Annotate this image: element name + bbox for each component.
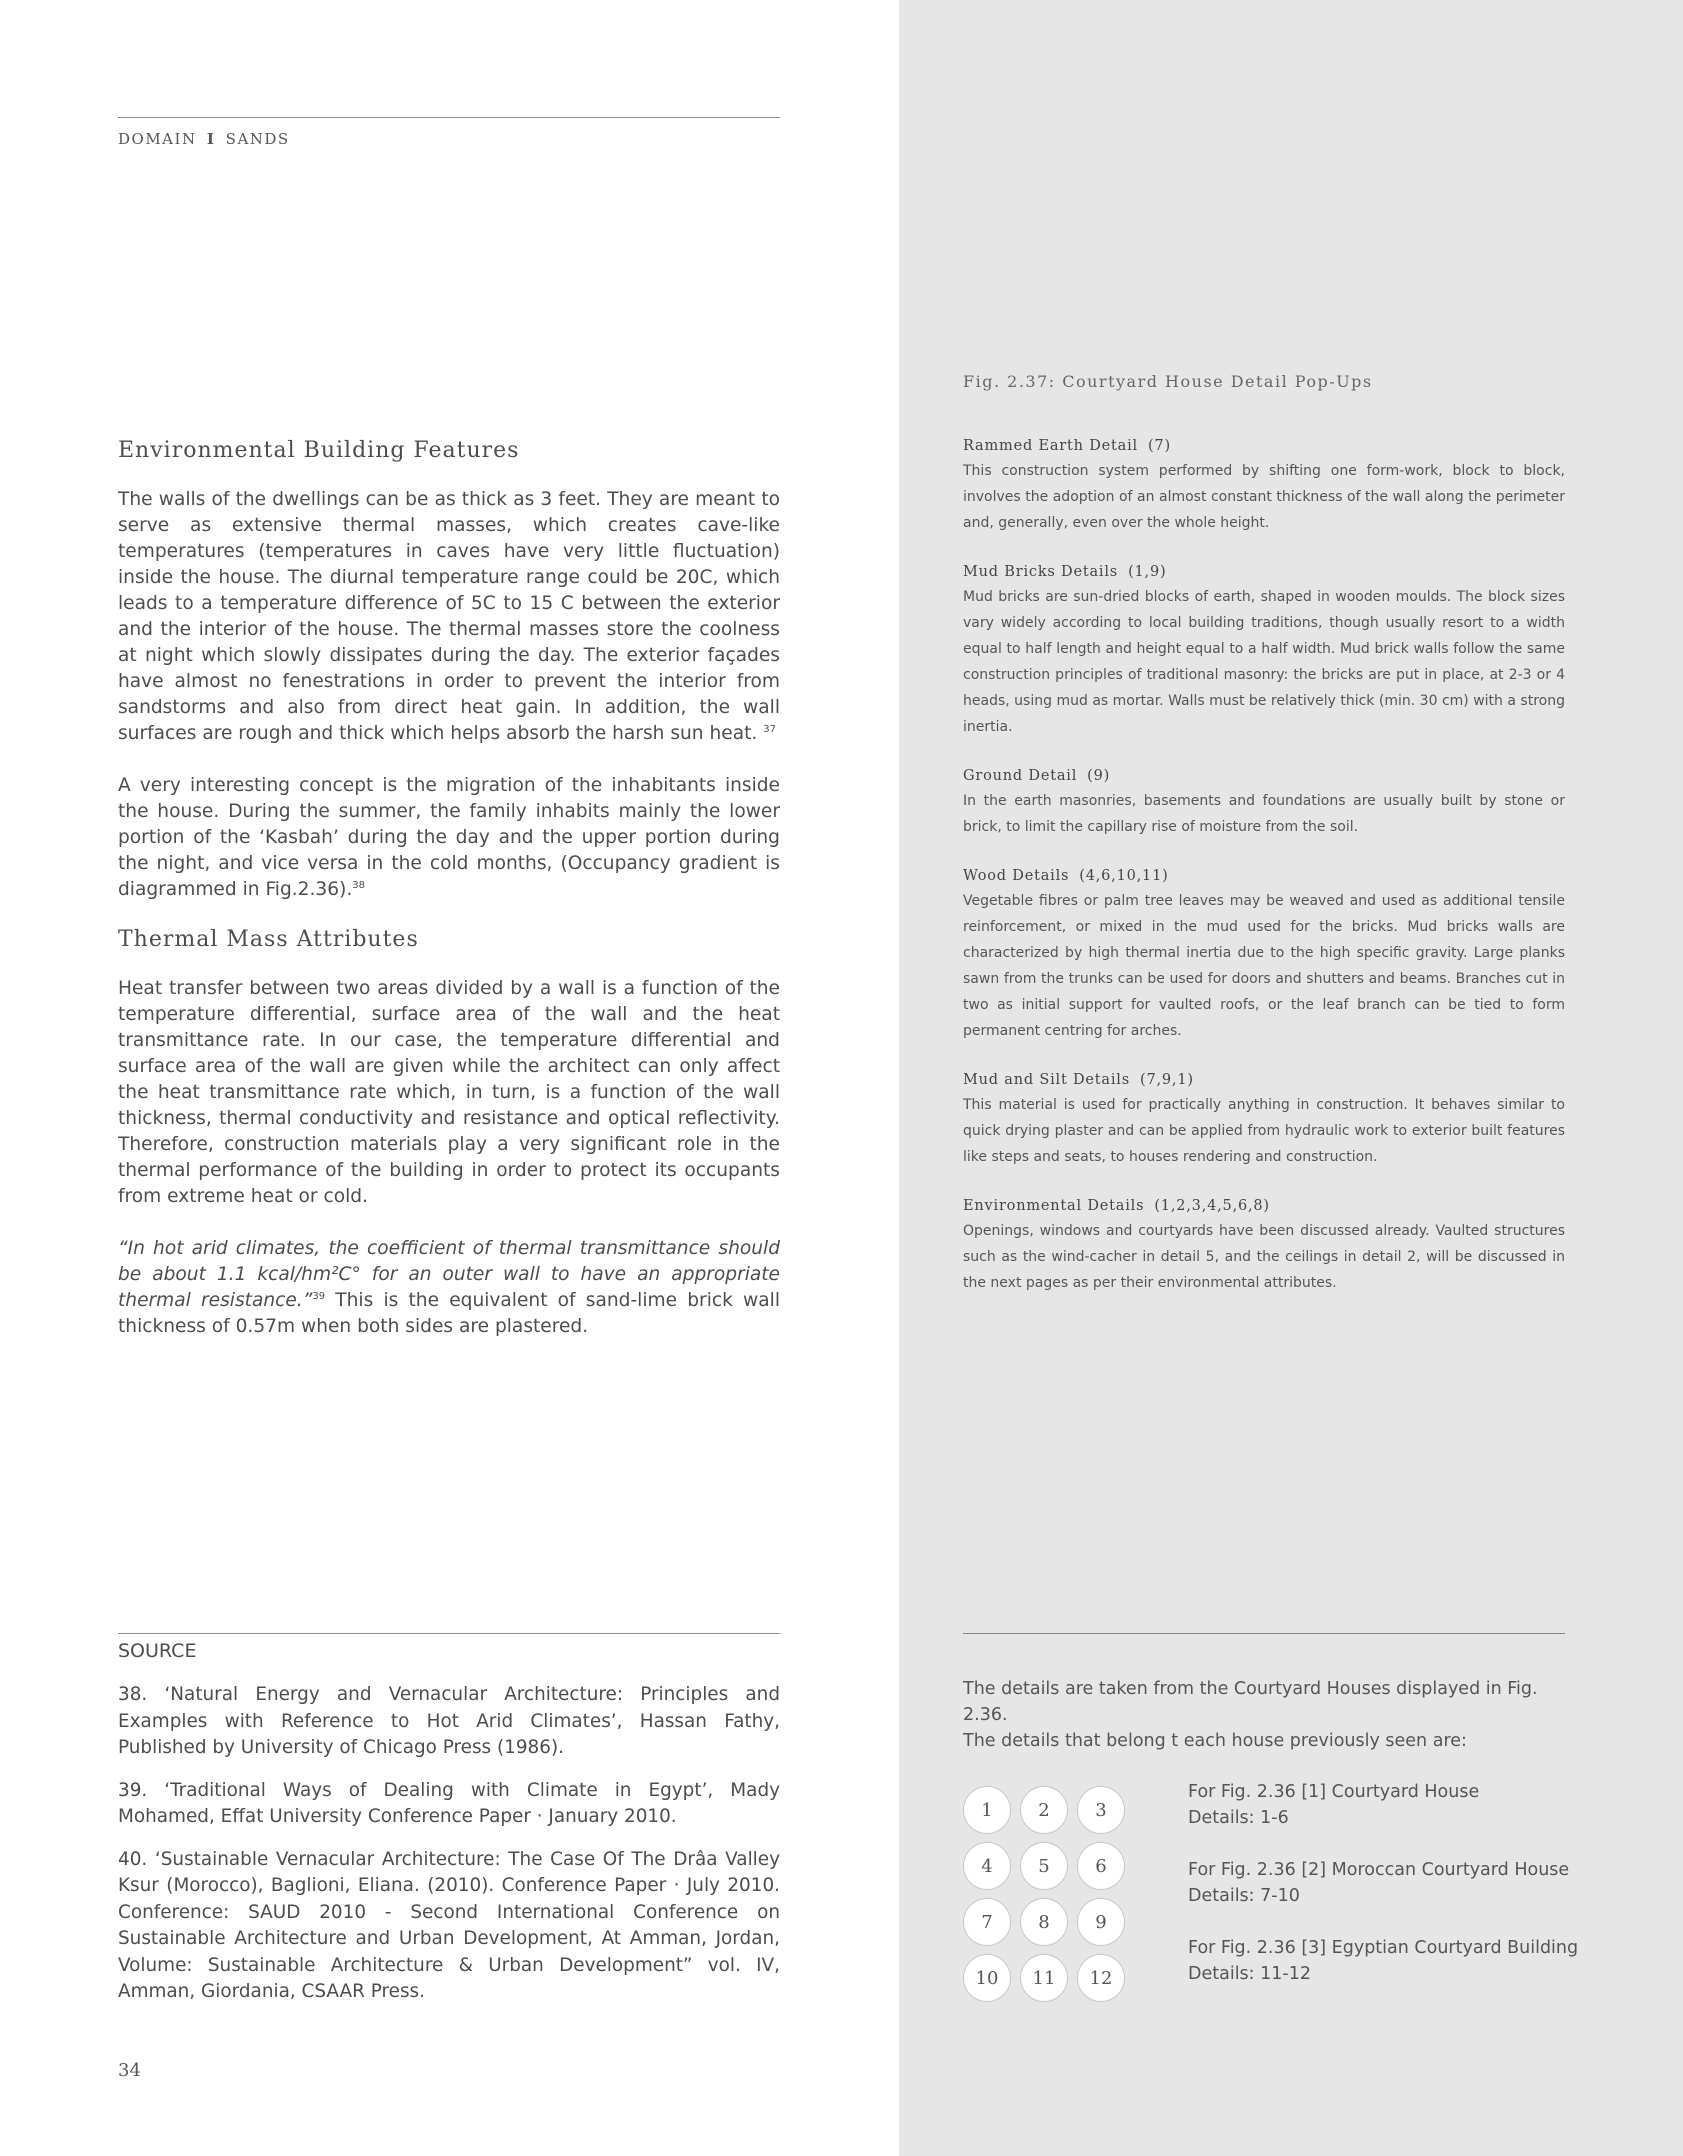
detail-ref: (9) (1087, 768, 1111, 784)
detail-title: Environmental Details (963, 1198, 1145, 1214)
detail-circle-3: 3 (1077, 1786, 1125, 1834)
detail-ref: (1,2,3,4,5,6,8) (1154, 1198, 1270, 1214)
note-rule (963, 1633, 1565, 1634)
header-separator: I (206, 130, 216, 148)
note-line-1: The details are taken from the Courtyard Houses displayed in Fig. 2.36. (963, 1679, 1538, 1725)
detail-title: Mud Bricks Details (963, 564, 1119, 580)
source-item-40: 40. ‘Sustainable Vernacular Architecture: The Case Of The Drâa Valley Ksur (Morocco), Baglioni, Eliana. (2010). Conference Paper · July 2010. Conference: SAUD 2010 - Second International Conference on Sustainable Architecture and Urban Development, At Amman, Jordan, Volume: Sustainable Architecture & Urban Development” vol. IV, Amman, Giordania, CSAAR Press. (118, 1848, 780, 2002)
legend-detail-range: Details: 11-12 (1188, 1964, 1311, 1984)
detail-mud-silt (963, 1068, 1565, 1170)
house-legend-1 (1188, 1779, 1479, 1831)
note-line-2: The details that belong t each house previously seen are: (963, 1731, 1467, 1751)
environmental-paragraph-2: A very interesting concept is the migration of the inhabitants inside the house. During the summer, the family inhabits mainly the lower portion of the ‘Kasbah’ during the day and the upper portion during the night, and vice versa in the cold months, (Occupancy gradient is diagrammed in Fig.2.36).$^{38}$ (118, 775, 780, 900)
detail-title: Rammed Earth Detail (963, 438, 1138, 454)
environmental-heading: Environmental Building Features (118, 438, 520, 463)
detail-text: This construction system performed by shifting one form-work, block to block, involves the adoption of an almost constant thickness of the wall along the perimeter and, generally, even over the whole height. (963, 463, 1565, 531)
environmental-paragraph-1: The walls of the dwellings can be as thick as 3 feet. They are meant to serve as extensive thermal masses, which creates cave-like temperatures (temperatures in caves have very little fluctuation) inside the house. The diurnal temperature range could be 20C, which leads to a temperature difference of 5C to 15 C between the exterior and the interior of the house. The thermal masses store the coolness at night which slowly dissipates during the day. The exterior façades have almost no fenestrations in order to prevent the interior from sandstorms and also from direct heat gain. In addition, the wall surfaces are rough and thick which helps absorb the harsh sun heat. $^{37}$ (118, 489, 780, 744)
detail-circle-12: 12 (1077, 1954, 1125, 2002)
detail-circle-6: 6 (1077, 1842, 1125, 1890)
detail-ref: (4,6,10,11) (1079, 868, 1169, 884)
legend-detail-range: Details: 1-6 (1188, 1808, 1289, 1828)
footnote-ref-38: 38 (352, 879, 365, 891)
detail-circle-10: 10 (963, 1954, 1011, 2002)
legend-house-name: For Fig. 2.36 [2] Moroccan Courtyard House (1188, 1860, 1570, 1880)
source-section (118, 1640, 780, 2006)
thermal-paragraph-2: “In hot arid climates, the coefficient of thermal transmittance should be about 1.1 kcal/hm²C° for an outer wall to have an appropriate thermal resistance.”$^{39}$ This is the equivalent of sand-lime brick wall thickness of 0.57m when both sides are plastered. (118, 1238, 780, 1337)
detail-title: Ground Detail (963, 768, 1078, 784)
detail-list (963, 434, 1565, 1320)
source-item-39: 39. ‘Traditional Ways of Dealing with Climate in Egypt’, Mady Mohamed, Effat University Conference Paper · January 2010. (118, 1779, 780, 1827)
thermal-mass-heading: Thermal Mass Attributes (118, 927, 419, 952)
footnote-ref-39: 39 (312, 1290, 326, 1302)
detail-circle-11: 11 (1020, 1954, 1068, 2002)
source-item-38: 38. ‘Natural Energy and Vernacular Architecture: Principles and Examples with Reference to Hot Arid Climates’, Hassan Fathy, Published by University of Chicago Press (1986). (118, 1684, 780, 1758)
legend-detail-range: Details: 7-10 (1188, 1886, 1300, 1906)
main-text-column (118, 438, 780, 1340)
house-legend-3 (1188, 1935, 1578, 1987)
detail-circle-2: 2 (1020, 1786, 1068, 1834)
detail-ground (963, 764, 1565, 840)
details-note (963, 1676, 1583, 1754)
detail-circle-5: 5 (1020, 1842, 1068, 1890)
page-number: 34 (118, 2060, 141, 2081)
running-header (118, 130, 290, 148)
detail-text: This material is used for practically anything in construction. It behaves similar to quick drying plaster and can be applied from hydraulic work to exterior built features like steps and seats, to houses rendering and construction. (963, 1097, 1565, 1165)
header-section: SANDS (225, 130, 290, 148)
detail-circle-7: 7 (963, 1898, 1011, 1946)
detail-circle-4: 4 (963, 1842, 1011, 1890)
figure-caption: Fig. 2.37: Courtyard House Detail Pop-Ups (963, 372, 1373, 391)
legend-house-name: For Fig. 2.36 [3] Egyptian Courtyard Building (1188, 1938, 1579, 1958)
detail-ref: (7,9,1) (1140, 1072, 1194, 1088)
detail-text: In the earth masonries, basements and foundations are usually built by stone or brick, to limit the capillary rise of moisture from the soil. (963, 793, 1565, 835)
legend-house-name: For Fig. 2.36 [1] Courtyard House (1188, 1782, 1480, 1802)
thermal-quote: “In hot arid climates, the coefficient of thermal transmittance should be about 1.1 kcal/hm²C° for an outer wall to have an appropriate thermal resistance.” (118, 1238, 780, 1311)
header-domain: DOMAIN (118, 130, 197, 148)
source-rule (118, 1633, 780, 1634)
house-legend-2 (1188, 1857, 1569, 1909)
detail-ref: (7) (1147, 438, 1171, 454)
detail-environmental (963, 1194, 1565, 1296)
detail-circle-9: 9 (1077, 1898, 1125, 1946)
header-rule (118, 117, 780, 118)
detail-wood (963, 864, 1565, 1044)
detail-ref: (1,9) (1128, 564, 1167, 580)
detail-title: Mud and Silt Details (963, 1072, 1130, 1088)
thermal-paragraph-1: Heat transfer between two areas divided by a wall is a function of the temperature differential, surface area of the wall and the heat transmittance rate. In our case, the temperature differential and surface area of the wall are given while the architect can only affect the heat transmittance rate which, in turn, is a function of the wall thickness, thermal conductivity and resistance and optical reflectivity. Therefore, construction materials play a very significant role in the thermal performance of the building in order to protect its occupants from extreme heat or cold. (118, 978, 780, 1207)
footnote-ref-37: 37 (763, 723, 776, 735)
detail-mud-bricks (963, 560, 1565, 740)
source-heading: SOURCE (118, 1640, 197, 1662)
detail-title: Wood Details (963, 868, 1070, 884)
detail-rammed-earth (963, 434, 1565, 536)
detail-circle-1: 1 (963, 1786, 1011, 1834)
detail-text: Vegetable fibres or palm tree leaves may be weaved and used as additional tensile reinforcement, or mixed in the mud used for the bricks. Mud bricks walls are characterized by high thermal inertia due to the high specific gravity. Large planks sawn from the trunks can be used for doors and shutters and beams. Branches cut in two as initial support for vaulted roofs, or the leaf branch can be tied to form permanent centring for arches. (963, 893, 1565, 1039)
detail-circle-8: 8 (1020, 1898, 1068, 1946)
detail-text: Mud bricks are sun-dried blocks of earth, shaped in wooden moulds. The block sizes vary widely according to local building traditions, though usually resort to a width equal to half length and height equal to a half width. Mud brick walls follow the same construction principles of traditional masonry: the bricks are put in place, at 2-3 or 4 heads, using mud as mortar. Walls must be relatively thick (min. 30 cm) with a strong inertia. (963, 589, 1565, 735)
detail-text: Openings, windows and courtyards have been discussed already. Vaulted structures such as the wind-cacher in detail 5, and the ceilings in detail 2, will be discussed in the next pages as per their environmental attributes. (963, 1223, 1565, 1291)
